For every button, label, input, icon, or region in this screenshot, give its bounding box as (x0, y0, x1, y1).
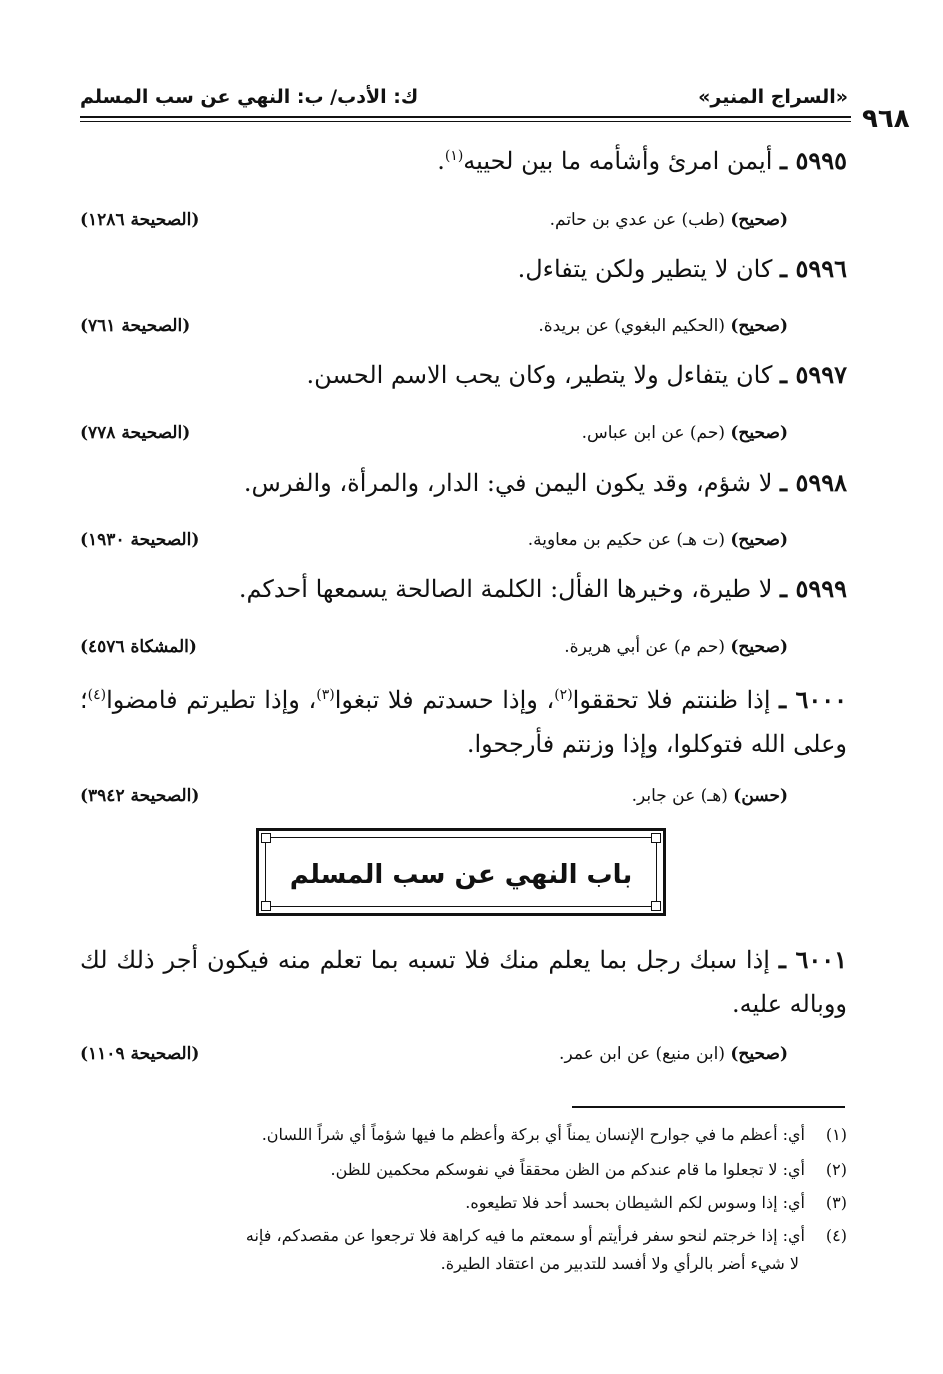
source-text: (ابن منيع) عن ابن عمر. (559, 1044, 725, 1064)
hadith-text: لا طيرة، وخيرها الفأل: الكلمة الصالحة يسمعها أحدكم. (238, 575, 773, 603)
footnote-number: (٢) (825, 1160, 847, 1179)
hadith-5996-source (538, 316, 788, 336)
footnote-marker: (٢) (554, 687, 573, 703)
corner-ornament (651, 833, 661, 843)
header-rule-thin (80, 121, 851, 122)
footnote-text: أي: إذا وسوس لكم الشيطان بحسد أحد فلا تطيعوه. (465, 1193, 805, 1212)
running-header-book-title: «السراج المنير» (698, 86, 848, 108)
hadith-text-end: . (437, 147, 445, 175)
hadith-5999 (239, 574, 847, 603)
grade-label: (صحيح) (730, 1044, 788, 1064)
hadith-number: ٥٩٩٥ ـ (780, 146, 847, 175)
hadith-5998-source (528, 530, 788, 550)
footnote-number: (٣) (825, 1193, 847, 1212)
hadith-5996-ref: (الصحيحة ٧٦١) (80, 316, 191, 336)
source-text: (طب) عن عدي بن حاتم. (549, 210, 725, 230)
hadith-number: ٥٩٩٧ ـ (780, 360, 847, 389)
hadith-6000 (80, 678, 847, 766)
source-text: (حم) عن ابن عباس. (581, 423, 725, 443)
header-rule (80, 116, 851, 118)
hadith-text: إذا سبك رجل بما يعلم منك فلا تسبه بما تعلم منه فيكون أجر ذلك لك ووباله عليه. (80, 946, 847, 1018)
footnote-3 (80, 1189, 847, 1217)
hadith-6000-ref: (الصحيحة ٣٩٤٢) (80, 786, 200, 806)
footnote-text: أي: أعظم ما في جوارح الإنسان يمناً أي بركة وأعظم ما فيها شؤماً أي شراً اللسان. (261, 1125, 805, 1144)
corner-ornament (651, 901, 661, 911)
chapter-title-inner-frame (265, 837, 657, 907)
grade-label: (صحيح) (730, 423, 788, 443)
hadith-number: ٦٠٠٠ ـ (779, 685, 848, 714)
grade-label: (حسن) (733, 786, 788, 806)
hadith-6001 (80, 938, 847, 1026)
hadith-text-part-1: إذا ظننتم فلا تحققوا (572, 686, 771, 714)
hadith-text-part-2: ، وإذا حسدتم فلا تبغوا (334, 686, 555, 714)
running-header-chapter: ك: الأدب/ ب: النهي عن سب المسلم (80, 86, 419, 108)
footnote-marker: (٣) (316, 687, 335, 703)
footnote-marker: (١) (444, 148, 464, 164)
grade-label: (صحيح) (730, 530, 788, 550)
footnote-number: (٤) (825, 1226, 847, 1245)
hadith-5997-ref: (الصحيحة ٧٧٨) (80, 423, 191, 443)
footnote-2 (80, 1156, 847, 1184)
source-text: (حم م) عن أبي هريرة. (564, 637, 725, 657)
hadith-number: ٦٠٠١ ـ (778, 945, 847, 974)
page-number: ٩٦٨ (862, 104, 910, 134)
hadith-text: أيمن امرئ وأشأمه ما بين لحييه (463, 147, 773, 175)
hadith-5995-ref: (الصحيحة ١٢٨٦) (80, 210, 200, 230)
corner-ornament (261, 833, 271, 843)
hadith-number: ٥٩٩٩ ـ (780, 574, 847, 603)
hadith-5996 (518, 254, 847, 283)
grade-label: (صحيح) (730, 210, 788, 230)
grade-label: (صحيح) (730, 316, 788, 336)
footnote-1 (80, 1121, 847, 1149)
hadith-text-part-4: ؛ وعلى الله فتوكلوا، وإذا وزنتم فأرجحوا. (80, 686, 847, 758)
footnote-4 (80, 1222, 847, 1278)
footnote-text: أي: إذا خرجتم لنحو سفر فرأيتم أو سمعتم ما فيه كراهة فلا ترجعوا عن مقصدكم، فإنه (245, 1226, 805, 1245)
hadith-5995 (437, 146, 847, 175)
hadith-5999-source (564, 637, 788, 657)
chapter-title: باب النهي عن سب المسلم (289, 860, 633, 890)
hadith-5998-ref: (الصحيحة ١٩٣٠) (80, 530, 200, 550)
hadith-5999-ref: (المشكاة ٤٥٧٦) (80, 637, 197, 657)
hadith-text-part-3: ، وإذا تطيرتم فامضوا (106, 686, 317, 714)
hadith-number: ٥٩٩٦ ـ (780, 254, 847, 283)
hadith-5997 (307, 360, 847, 389)
footnote-separator (572, 1106, 845, 1108)
hadith-5995-source (550, 210, 788, 230)
source-text: (هـ) عن جابر. (631, 786, 728, 806)
hadith-number: ٥٩٩٨ ـ (780, 468, 847, 497)
source-text: (ت هـ) عن حكيم بن معاوية. (527, 530, 725, 550)
footnote-text-continued: لا شيء أضر بالرأي ولا أفسد للتدبير من اعتقاد الطيرة. (440, 1254, 799, 1273)
hadith-text: كان لا يتطير ولكن يتفاءل. (517, 255, 773, 283)
hadith-6000-source (632, 786, 788, 806)
hadith-5998 (244, 468, 847, 497)
hadith-text: لا شؤم، وقد يكون اليمن في: الدار، والمرأة، والفرس. (243, 469, 773, 497)
hadith-text: كان يتفاءل ولا يتطير، وكان يحب الاسم الحسن. (306, 361, 773, 389)
hadith-6001-ref: (الصحيحة ١١٠٩) (80, 1044, 200, 1064)
hadith-5997-source (582, 423, 788, 443)
footnote-number: (١) (825, 1125, 847, 1144)
grade-label: (صحيح) (730, 637, 788, 657)
source-text: (الحكيم البغوي) عن بريدة. (538, 316, 725, 336)
corner-ornament (261, 901, 271, 911)
footnote-marker: (٤) (87, 687, 107, 703)
hadith-6001-source (559, 1044, 788, 1064)
footnote-text: أي: لا تجعلوا ما قام عندكم من الظن محققاً في نفوسكم محكمين للظن. (330, 1160, 805, 1179)
chapter-title-box (256, 828, 666, 916)
